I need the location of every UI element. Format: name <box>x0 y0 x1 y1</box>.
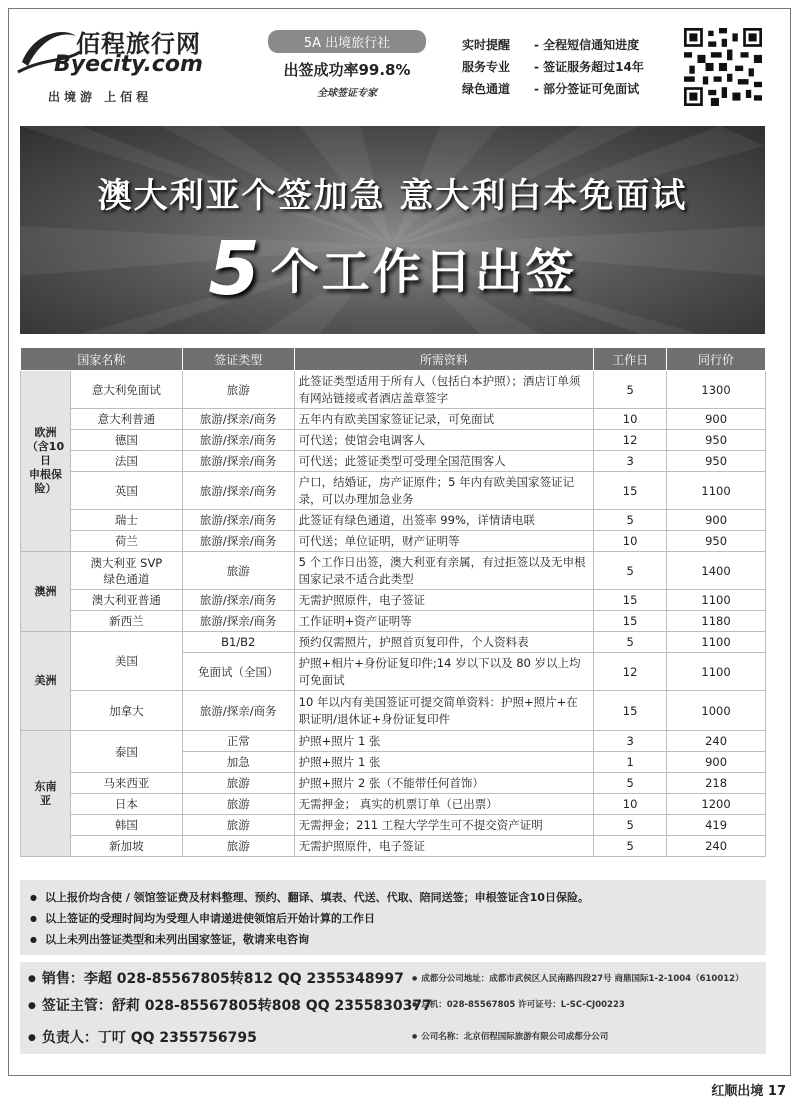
note-item: ● 以上签证的受理时间均为受理人申请递进使领馆后开始计算的工作日 <box>30 908 756 929</box>
price-cell: 1100 <box>667 632 766 653</box>
days-cell: 15 <box>594 611 667 632</box>
agency-badge: 5A 出境旅行社 <box>268 30 426 53</box>
logo-text-cn: 佰程旅行网 <box>76 30 201 58</box>
feature-list <box>462 34 644 100</box>
country-cell: 美国 <box>70 632 182 691</box>
type-cell: 旅游 <box>182 371 294 409</box>
col-header-country: 国家名称 <box>21 348 183 371</box>
type-cell: 旅游/探亲/商务 <box>182 691 294 731</box>
requirements-cell: 预约仅需照片，护照首页复印件，个人资料表 <box>294 632 594 653</box>
type-cell: 旅游/探亲/商务 <box>182 531 294 552</box>
price-cell: 950 <box>667 430 766 451</box>
contacts-box <box>20 962 766 1054</box>
type-cell: 旅游/探亲/商务 <box>182 451 294 472</box>
requirements-cell: 无需押金；211 工程大学学生可不提交资产证明 <box>294 815 594 836</box>
price-cell: 1300 <box>667 371 766 409</box>
contact-sales[interactable]: ● 销售：李超 028-85567805转812 QQ 2355348997 <box>28 968 404 988</box>
company-phone-license: ● 总机：028-85567805 许可证号：L-SC-CJ00223 <box>412 998 625 1010</box>
type-cell: 旅游 <box>182 815 294 836</box>
requirements-cell: 户口，结婚证，房产证原件；5 年内有欧美国家签证记录，可以办理加急业务 <box>294 472 594 510</box>
logo-slogan: 出境游 上佰程 <box>48 90 153 104</box>
logo-text-en: Byecity.com <box>54 52 203 77</box>
notes-box <box>20 880 766 955</box>
type-cell: 旅游/探亲/商务 <box>182 430 294 451</box>
type-cell: 旅游/探亲/商务 <box>182 472 294 510</box>
table-row <box>21 773 766 794</box>
price-cell: 1100 <box>667 653 766 691</box>
table-row <box>21 552 766 590</box>
type-cell: 旅游/探亲/商务 <box>182 409 294 430</box>
price-cell: 1000 <box>667 691 766 731</box>
table-row <box>21 451 766 472</box>
region-america: 美洲 <box>21 632 71 731</box>
table-row <box>21 794 766 815</box>
price-cell: 1200 <box>667 794 766 815</box>
days-cell: 10 <box>594 531 667 552</box>
country-cell: 德国 <box>70 430 182 451</box>
region-southeast-asia: 东南 亚 <box>21 731 71 857</box>
type-cell: 旅游 <box>182 794 294 815</box>
table-row <box>21 815 766 836</box>
price-cell: 1180 <box>667 611 766 632</box>
requirements-cell: 无需护照原件，电子签证 <box>294 590 594 611</box>
country-cell: 荷兰 <box>70 531 182 552</box>
price-cell: 900 <box>667 752 766 773</box>
price-cell: 950 <box>667 451 766 472</box>
banner-headline <box>20 226 765 312</box>
country-cell: 意大利免面试 <box>70 371 182 409</box>
col-header-price: 同行价 <box>667 348 766 371</box>
note-item: ● 以上未列出签证类型和未列出国家签证，敬请来电咨询 <box>30 929 756 950</box>
requirements-cell: 可代送；单位证明，财产证明等 <box>294 531 594 552</box>
region-australia: 澳洲 <box>21 552 71 632</box>
requirements-cell: 护照+照片 2 张（不能带任何首饰） <box>294 773 594 794</box>
country-cell: 马来西亚 <box>70 773 182 794</box>
qr-code-icon[interactable] <box>684 28 762 106</box>
requirements-cell: 五年内有欧美国家签证记录，可免面试 <box>294 409 594 430</box>
requirements-cell: 工作证明+资产证明等 <box>294 611 594 632</box>
type-cell: B1/B2 <box>182 632 294 653</box>
requirements-cell: 可代送；使馆会电调客人 <box>294 430 594 451</box>
days-cell: 1 <box>594 752 667 773</box>
table-row <box>21 691 766 731</box>
days-cell: 5 <box>594 510 667 531</box>
col-header-type: 签证类型 <box>182 348 294 371</box>
type-cell: 免面试（全国） <box>182 653 294 691</box>
note-item: ● 以上报价均含使 / 领馆签证费及材料整理、预约、翻译、填表、代送、代取、陪同送签；申根签证含10日保险。 <box>30 887 756 908</box>
price-cell: 900 <box>667 510 766 531</box>
price-cell: 419 <box>667 815 766 836</box>
days-cell: 3 <box>594 731 667 752</box>
visa-price-table <box>20 347 766 857</box>
type-cell: 旅游 <box>182 836 294 857</box>
price-cell: 1400 <box>667 552 766 590</box>
price-cell: 240 <box>667 836 766 857</box>
requirements-cell: 无需押金； 真实的机票订单（已出票） <box>294 794 594 815</box>
type-cell: 加急 <box>182 752 294 773</box>
table-row <box>21 531 766 552</box>
table-row <box>21 409 766 430</box>
type-cell: 旅游/探亲/商务 <box>182 590 294 611</box>
requirements-cell: 可代送；此签证类型可受理全国范围客人 <box>294 451 594 472</box>
col-header-requirements: 所需资料 <box>294 348 594 371</box>
days-cell: 10 <box>594 794 667 815</box>
price-cell: 240 <box>667 731 766 752</box>
rate-subtitle: 全球签证专家 <box>317 88 377 99</box>
table-row <box>21 510 766 531</box>
days-cell: 12 <box>594 653 667 691</box>
company-name: ● 公司名称：北京佰程国际旅游有限公司成都分公司 <box>412 1030 608 1042</box>
page-footer: 红顺出境 17 <box>711 1084 786 1099</box>
type-cell: 旅游 <box>182 552 294 590</box>
table-row <box>21 836 766 857</box>
banner-number: 5 <box>208 226 263 312</box>
table-header-row <box>21 348 766 371</box>
days-cell: 3 <box>594 451 667 472</box>
country-cell: 澳大利亚普通 <box>70 590 182 611</box>
banner-title: 澳大利亚个签加急 意大利白本免面试 <box>97 176 688 216</box>
days-cell: 5 <box>594 773 667 794</box>
success-rate: 出签成功率99.8% <box>283 61 411 79</box>
table-row <box>21 430 766 451</box>
price-cell: 950 <box>667 531 766 552</box>
type-cell: 旅游 <box>182 773 294 794</box>
type-cell: 正常 <box>182 731 294 752</box>
contact-owner[interactable]: ● 负责人：丁叮 QQ 2355756795 <box>28 1027 257 1047</box>
days-cell: 15 <box>594 691 667 731</box>
country-cell: 加拿大 <box>70 691 182 731</box>
country-cell: 新西兰 <box>70 611 182 632</box>
days-cell: 5 <box>594 815 667 836</box>
requirements-cell: 此签证类型适用于所有人（包括白本护照）；酒店订单须有网站链接或者酒店盖章签字 <box>294 371 594 409</box>
table-row <box>21 611 766 632</box>
logo[interactable] <box>14 14 244 104</box>
country-cell: 法国 <box>70 451 182 472</box>
requirements-cell: 10 年以内有美国签证可提交简单资料：护照+照片+在职证明/退休证+身份证复印件 <box>294 691 594 731</box>
feature-item: 服务专业 - 签证服务超过14年 <box>462 60 644 74</box>
price-cell: 218 <box>667 773 766 794</box>
price-cell: 900 <box>667 409 766 430</box>
country-cell: 瑞士 <box>70 510 182 531</box>
table-row <box>21 371 766 409</box>
requirements-cell: 此签证有绿色通道，出签率 99%，详情请电联 <box>294 510 594 531</box>
country-cell: 日本 <box>70 794 182 815</box>
contact-manager[interactable]: ● 签证主管：舒莉 028-85567805转808 QQ 2355830377 <box>28 995 432 1015</box>
table-row <box>21 731 766 752</box>
days-cell: 12 <box>594 430 667 451</box>
days-cell: 15 <box>594 472 667 510</box>
country-cell: 英国 <box>70 472 182 510</box>
type-cell: 旅游/探亲/商务 <box>182 611 294 632</box>
days-cell: 15 <box>594 590 667 611</box>
table-row <box>21 590 766 611</box>
feature-item: 绿色通道 - 部分签证可免面试 <box>462 82 640 96</box>
table-row <box>21 472 766 510</box>
col-header-days: 工作日 <box>594 348 667 371</box>
region-europe: 欧洲 （含10日 申根保险） <box>21 371 71 552</box>
requirements-cell: 5 个工作日出签，澳大利亚有亲属，有过拒签以及无申根国家记录不适合此类型 <box>294 552 594 590</box>
type-cell: 旅游/探亲/商务 <box>182 510 294 531</box>
requirements-cell: 护照+照片 1 张 <box>294 731 594 752</box>
country-cell: 韩国 <box>70 815 182 836</box>
days-cell: 5 <box>594 632 667 653</box>
days-cell: 10 <box>594 409 667 430</box>
price-cell: 1100 <box>667 590 766 611</box>
country-cell: 意大利普通 <box>70 409 182 430</box>
banner-headline-text: 个工作日出签 <box>270 244 577 300</box>
days-cell: 5 <box>594 836 667 857</box>
price-cell: 1100 <box>667 472 766 510</box>
rate-badge-box <box>268 30 426 99</box>
table-row <box>21 632 766 653</box>
country-cell: 泰国 <box>70 731 182 773</box>
requirements-cell: 护照+相片+身份证复印件;14 岁以下以及 80 岁以上均可免面试 <box>294 653 594 691</box>
requirements-cell: 无需护照原件，电子签证 <box>294 836 594 857</box>
requirements-cell: 护照+照片 1 张 <box>294 752 594 773</box>
promo-banner <box>20 126 765 334</box>
days-cell: 5 <box>594 371 667 409</box>
country-cell: 新加坡 <box>70 836 182 857</box>
company-address: ● 成都分公司地址：成都市武侯区人民南路四段27号 商鼎国际1-2-1004（610012） <box>412 972 744 984</box>
feature-item: 实时提醒 - 全程短信通知进度 <box>462 38 640 52</box>
country-cell: 澳大利亚 SVP 绿色通道 <box>70 552 182 590</box>
days-cell: 5 <box>594 552 667 590</box>
